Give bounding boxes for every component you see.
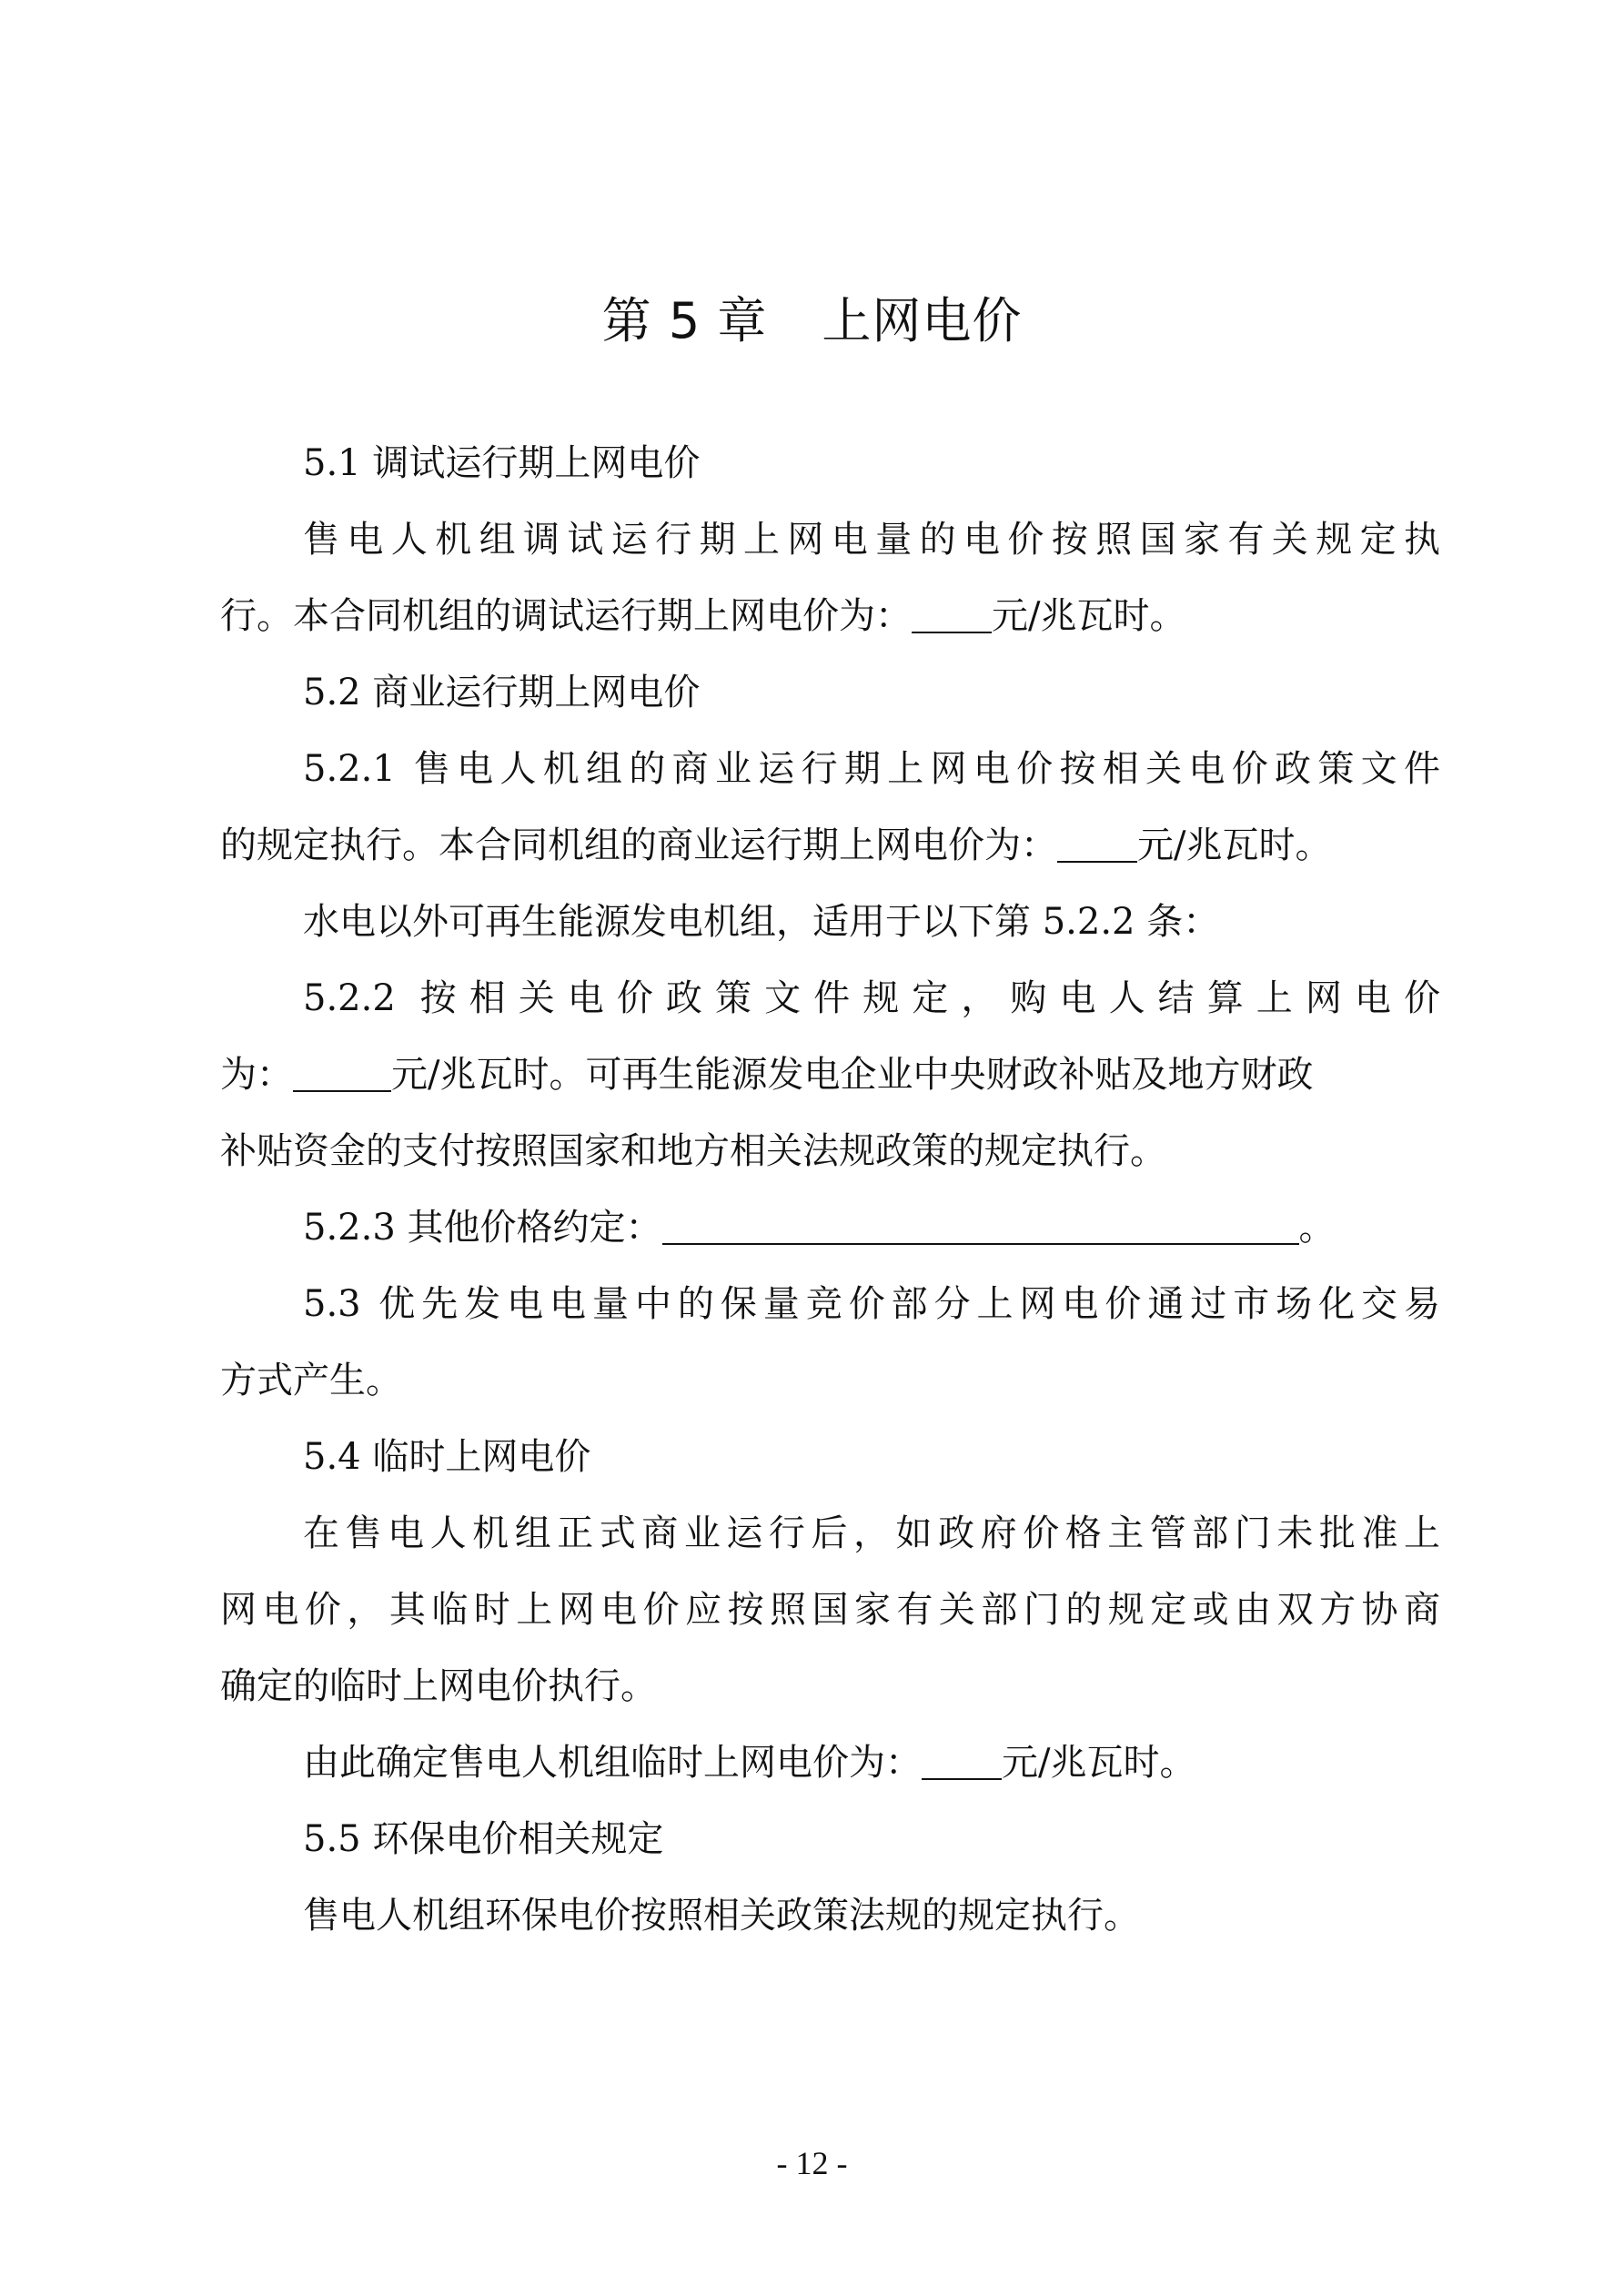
fill-in-blank[interactable] xyxy=(293,1056,391,1092)
section-heading-5-1: 5.1 调试运行期上网电价 xyxy=(303,442,701,484)
paragraph-line: 5.3 优先发电电量中的保量竞价部分上网电价通过市场化交易 xyxy=(303,1283,1440,1325)
paragraph-line: 水电以外可再生能源发电机组，适用于以下第 5.2.2 条： xyxy=(303,901,1220,943)
paragraph-line: 由此确定售电人机组临时上网电价为： 元/兆瓦时。 xyxy=(303,1742,1196,1784)
paragraph-line: 5.2.1 售电人机组的商业运行期上网电价按相关电价政策文件 xyxy=(303,748,1440,790)
paragraph-line: 5.2.3 其他价格约定： 。 xyxy=(303,1207,1336,1249)
section-heading-5-5: 5.5 环保电价相关规定 xyxy=(303,1818,664,1860)
fill-in-blank[interactable] xyxy=(1057,826,1137,863)
section-heading-5-2: 5.2 商业运行期上网电价 xyxy=(303,672,701,713)
paragraph-line: 方式产生。 xyxy=(220,1360,402,1401)
chapter-name: 上网电价 xyxy=(822,292,1023,349)
section-heading-5-4: 5.4 临时上网电价 xyxy=(303,1436,591,1478)
paragraph-line: 确定的临时上网电价执行。 xyxy=(220,1665,657,1707)
chapter-title xyxy=(0,289,1624,353)
paragraph-line: 的规定执行。本合同机组的商业运行期上网电价为： 元/兆瓦时。 xyxy=(220,824,1332,866)
paragraph-line: 在售电人机组正式商业运行后，如政府价格主管部门未批准上 xyxy=(303,1512,1440,1554)
chapter-number: 第 5 章 xyxy=(601,292,768,349)
fill-in-blank[interactable] xyxy=(662,1209,1299,1245)
paragraph-line: 售电人机组调试运行期上网电量的电价按照国家有关规定执 xyxy=(303,519,1440,561)
page-number: - 12 - xyxy=(776,2145,848,2181)
fill-in-blank[interactable] xyxy=(922,1744,1002,1780)
fill-in-blank[interactable] xyxy=(912,597,992,633)
paragraph-line: 5.2.2 按相关电价政策文件规定，购电人结算上网电价 xyxy=(303,977,1440,1019)
paragraph-line: 为： 元/兆瓦时。可再生能源发电企业中央财政补贴及地方财政 xyxy=(220,1054,1314,1096)
paragraph-line: 行。本合同机组的调试运行期上网电价为： 元/兆瓦时。 xyxy=(220,595,1186,637)
paragraph-line: 补贴资金的支付按照国家和地方相关法规政策的规定执行。 xyxy=(220,1130,1166,1172)
paragraph-line: 网电价，其临时上网电价应按照国家有关部门的规定或由双方协商 xyxy=(220,1589,1440,1631)
paragraph-line: 售电人机组环保电价按照相关政策法规的规定执行。 xyxy=(303,1895,1140,1937)
